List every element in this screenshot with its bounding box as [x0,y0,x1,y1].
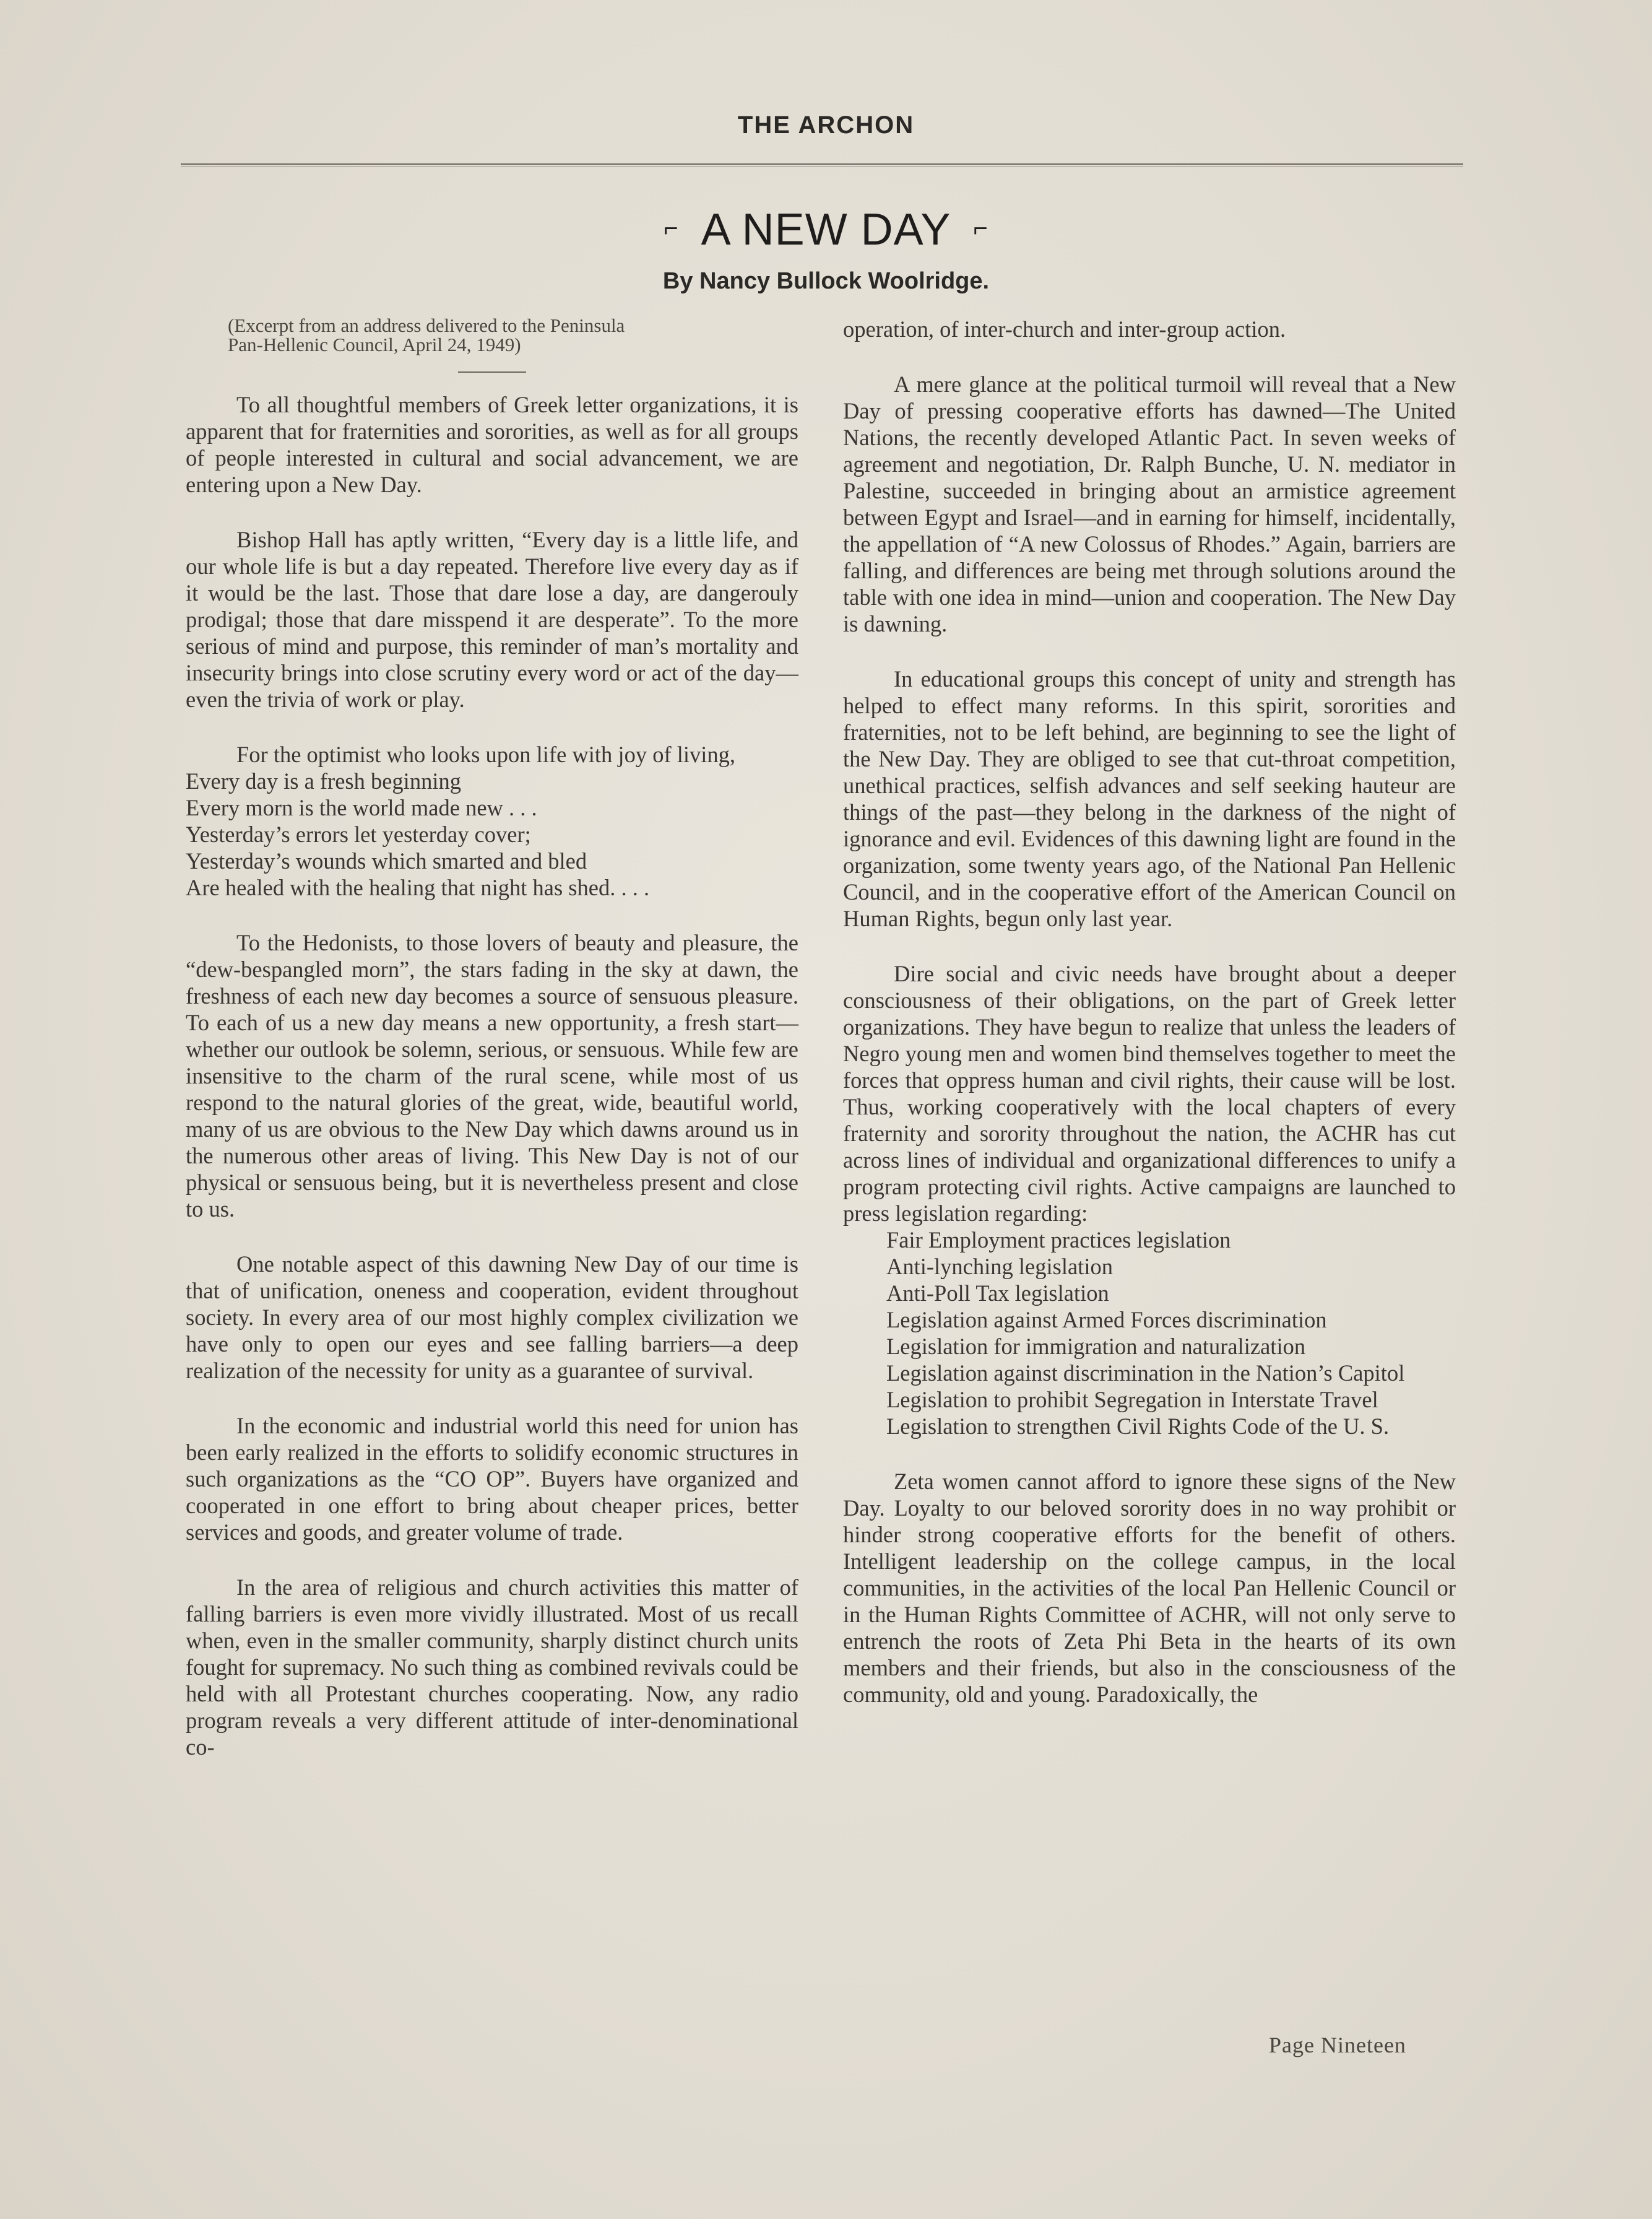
article-title-block [0,204,1652,255]
section-divider [458,371,526,373]
paragraph: operation, of inter-church and inter-group action. [843,316,1286,342]
legislation-list [843,1227,1456,1440]
verse-line: Yesterday’s wounds which smarted and bled [186,848,587,874]
paragraph: To all thoughtful members of Greek letter organizations, it is apparent that for fraternities and sororities, as well as for all groups of people interested in cultural and social advancement, we are entering upon a New Day. [186,392,798,497]
list-item: Legislation for immigration and naturalization [886,1334,1306,1359]
excerpt-line: Pan-Hellenic Council, April 24, 1949) [228,334,521,355]
paragraph: A mere glance at the political turmoil will reveal that a New Day of pressing cooperative efforts has dawned—The United Nations, the recently developed Atlantic Pact. In seven weeks of agreement and negotiation, Dr. Ralph Bunche, U. N. mediator in Palestine, succeeded in bringing about an armistice agreement between Egypt and Israel—and in earning for himself, incidentally, the appellation of “A new Colossus of Rhodes.” Again, barriers are falling, and differences are being met through solutions around the table with one idea in mind—union and cooperation. The New Day is dawning. [843,371,1456,636]
paragraph: In educational groups this concept of unity and strength has helped to effect many reforms. In this spirit, sororities and fraternities, not to be left behind, are beginning to see the light of the New Day. They are obliged to see that cut-throat competition, unethical practices, selfish advances and self seeking hauteur are things of the past—they belong in the darkness of the night of ignorance and evil. Evidences of this dawning light are found in the organization, some twenty years ago, of the National Pan Hellenic Council, and in the cooperative effort of the American Council on Human Rights, begun only last year. [843,666,1456,931]
list-item: Fair Employment practices legislation [886,1227,1231,1253]
verse-line: Are healed with the healing that night has shed. . . . [186,875,650,900]
list-item: Legislation against discrimination in the Nation’s Capitol [886,1360,1405,1386]
paragraph: One notable aspect of this dawning New Day of our time is that of unification, oneness and cooperation, evident throughout society. In every area of our most highly complex civilization we have only to open our eyes and see falling barriers—a deep realization of the necessity for unity as a guarantee of survival. [186,1251,798,1383]
excerpt-note [186,316,798,354]
title-ornament-right-icon: ⌐ [973,215,988,243]
paragraph: Dire social and civic needs have brought about a deeper consciousness of their obligations, on the part of Greek letter organizations. They have begun to realize that unless the leaders of Negro young men and women bind themselves together to meet the forces that oppress human and civil rights, their cause will be lost. Thus, working cooperatively with the local chapters of every fraternity and sorority throughout the nation, the ACHR has cut across lines of individual and organizational differences to unify a program protecting civil rights. Active campaigns are launched to press legislation regarding: [843,961,1456,1226]
article-title: A NEW DAY [701,205,951,254]
verse-block [186,741,798,901]
list-item: Legislation to strengthen Civil Rights Code of the U. S. [886,1413,1390,1439]
list-item: Anti-Poll Tax legislation [886,1280,1109,1306]
page-number: Page Nineteen [1269,2033,1406,2057]
paragraph: Zeta women cannot afford to ignore these signs of the New Day. Loyalty to our beloved sorority does in no way prohibit or hinder strong cooperative efforts for the benefit of others. Intelligent leadership on the college campus, in the local communities, in the activities of the local Pan Hellenic Council or in the Human Rights Committee of ACHR, will not only serve to entrench the roots of Zeta Phi Beta in the hearts of its own members and their friends, but also in the consciousness of the community, old and young. Paradoxically, the [843,1469,1456,1707]
list-item: Legislation against Armed Forces discrimination [886,1307,1327,1332]
verse-line: Every day is a fresh beginning [186,768,461,794]
paragraph: To the Hedonists, to those lovers of beauty and pleasure, the “dew-bespangled morn”, the stars fading in the sky at dawn, the freshness of each new day becomes a source of sensuous pleasure. To each of us a new day means a new opportunity, a fresh start—whether our outlook be solemn, serious, or sensuous. While few are insensitive to the charm of the rural scene, while most of us respond to the natural glories of the great, wide, beautiful world, many of us are obvious to the New Day which dawns around us in the numerous other areas of living. This New Day is not of our physical or sensuous being, but it is nevertheless present and close to us. [186,930,798,1222]
title-ornament-left-icon: ⌐ [664,215,679,243]
verse-intro: For the optimist who looks upon life with joy of living, [236,742,736,767]
paragraph: Bishop Hall has aptly written, “Every day is a little life, and our whole life is but a day repeated. Therefore live every day as if it would be the last. Those that dare lose a day, are dangerouly prodigal; those that dare misspend it are desperate”. To the more serious of mind and purpose, this reminder of man’s mortality and insecurity brings into close scrutiny every word or act of the day—even the trivia of work or play. [186,527,798,712]
paragraph: In the economic and industrial world this need for union has been early realized in the efforts to solidify economic structures in such organizations as the “CO OP”. Buyers have organized and cooperated in one effort to bring about cheaper prices, better services and goods, and greater volume of trade. [186,1413,798,1545]
header-rule [181,163,1463,167]
list-item: Legislation to prohibit Segregation in Interstate Travel [886,1387,1378,1412]
right-column [843,316,1456,2043]
left-column [186,316,798,2043]
byline: By Nancy Bullock Woolridge. [662,268,990,294]
running-head: THE ARCHON [737,111,915,139]
paragraph: In the area of religious and church activities this matter of falling barriers is even more vividly illustrated. Most of us recall when, even in the smaller community, sharply distinct church units fought for supremacy. No such thing as combined revivals could be held with all Protestant churches cooperating. Now, any radio program reveals a very different attitude of inter-denominational co- [186,1574,798,1760]
verse-line: Yesterday’s errors let yesterday cover; [186,822,531,847]
list-item: Anti-lynching legislation [886,1254,1113,1279]
verse-line: Every morn is the world made new . . . [186,795,537,820]
excerpt-line: (Excerpt from an address delivered to the Peninsula [228,315,625,336]
